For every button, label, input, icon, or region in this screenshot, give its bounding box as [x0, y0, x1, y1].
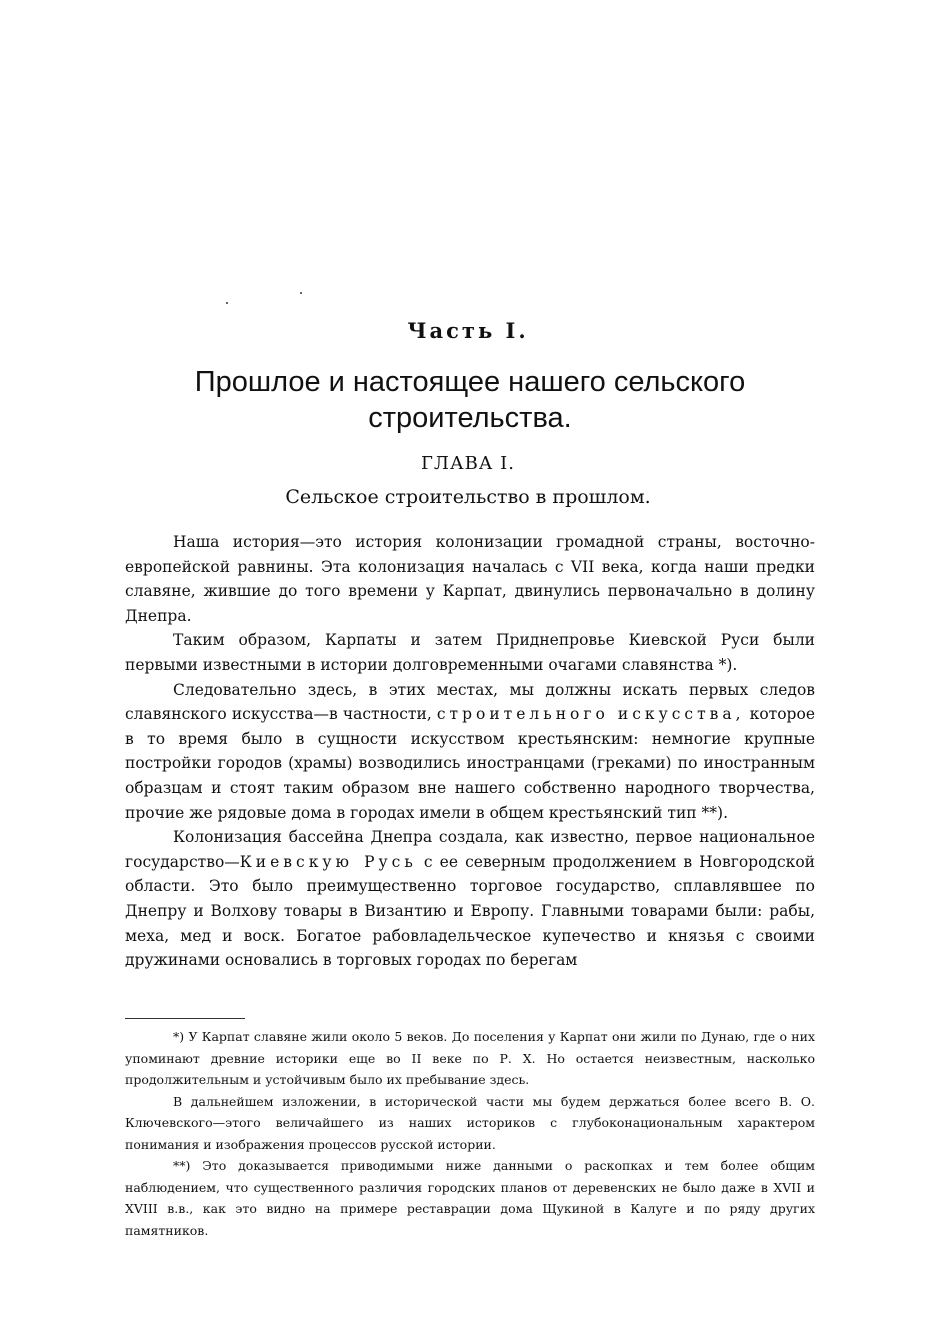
section-title: Сельское строительство в прошлом.: [285, 486, 651, 508]
emphasized-text: Киевскую Русь: [239, 852, 417, 871]
paragraph: [125, 678, 815, 826]
chapter-label: ГЛАВА I.: [421, 453, 515, 474]
paragraph-text: Следовательно здесь, в этих местах, мы должны искать первых следов славянского искусства—в частности,: [125, 680, 815, 724]
footnote: **) Это доказывается приводимыми ниже данными о раскопках и тем более общим наблюдением, что существенного различия городских планов от деревенских не было даже в XVII и XVIII в.в., как это видно на примере реставрации дома Щукиной в Калуге и по ряду других памятников.: [125, 1158, 815, 1238]
footnote: *) У Карпат славяне жили около 5 веков. До поселения у Карпат они жили по Дунаю, где о них упоминают древние историки еще во II веке по Р. Х. Но остается неизвестным, насколько продолжительным и устойчивым было их пребывание здесь.: [125, 1029, 815, 1087]
paragraph: [125, 825, 815, 973]
paragraph: Таким образом, Карпаты и затем Приднепровье Киевской Руси были первыми известными в истории долговременными очагами славянства *).: [125, 631, 815, 674]
footnote-divider: [125, 1018, 245, 1019]
footnotes: [125, 1026, 815, 1241]
paragraph: Наша история—это история колонизации громадной страны, восточно-европейской равнины. Эта колонизация началась с VII века, когда наши предки славяне, жившие до того времени у Карпат, двинулись первоначально в долину Днепра.: [125, 533, 815, 625]
scan-speck: [300, 292, 302, 294]
body-text: [125, 530, 815, 973]
paragraph-text: Колонизация бассейна Днепра создала, как известно, первое национальное государство—: [125, 828, 815, 871]
part-title: Часть I.: [407, 318, 529, 343]
footnote: В дальнейшем изложении, в исторической части мы будем держаться более всего В. О. Ключевского—этого величайшего из наших историков с глубоконациональным характером понимания и изображения процессов русской истории.: [125, 1093, 815, 1152]
scan-speck: [226, 302, 228, 304]
main-title: Прошлое и настоящее нашего сельского строительства.: [194, 366, 746, 434]
paragraph-text: с ее северным продолжением в Новгородской области. Это было преимущественно торговое государство, сплавлявшее по Днепру и Волхову товары в Византию и Европу. Главными товарами были: рабы, меха, мед и воск. Богатое рабовладельческое купечество и князья с своими дружинами основались в торговых городах по берегам: [125, 852, 815, 970]
emphasized-text: строительного искусства,: [436, 705, 745, 724]
paragraph-text: которое в то время было в сущности искусством крестьянским: немногие крупные постройки городов (храмы) возводились иностранцами (греками) по иностранным образцам и стоят таким образом вне нашего собственно народного творчества, прочие же рядовые дома в городах имели в общем крестьянский тип **).: [125, 705, 815, 822]
